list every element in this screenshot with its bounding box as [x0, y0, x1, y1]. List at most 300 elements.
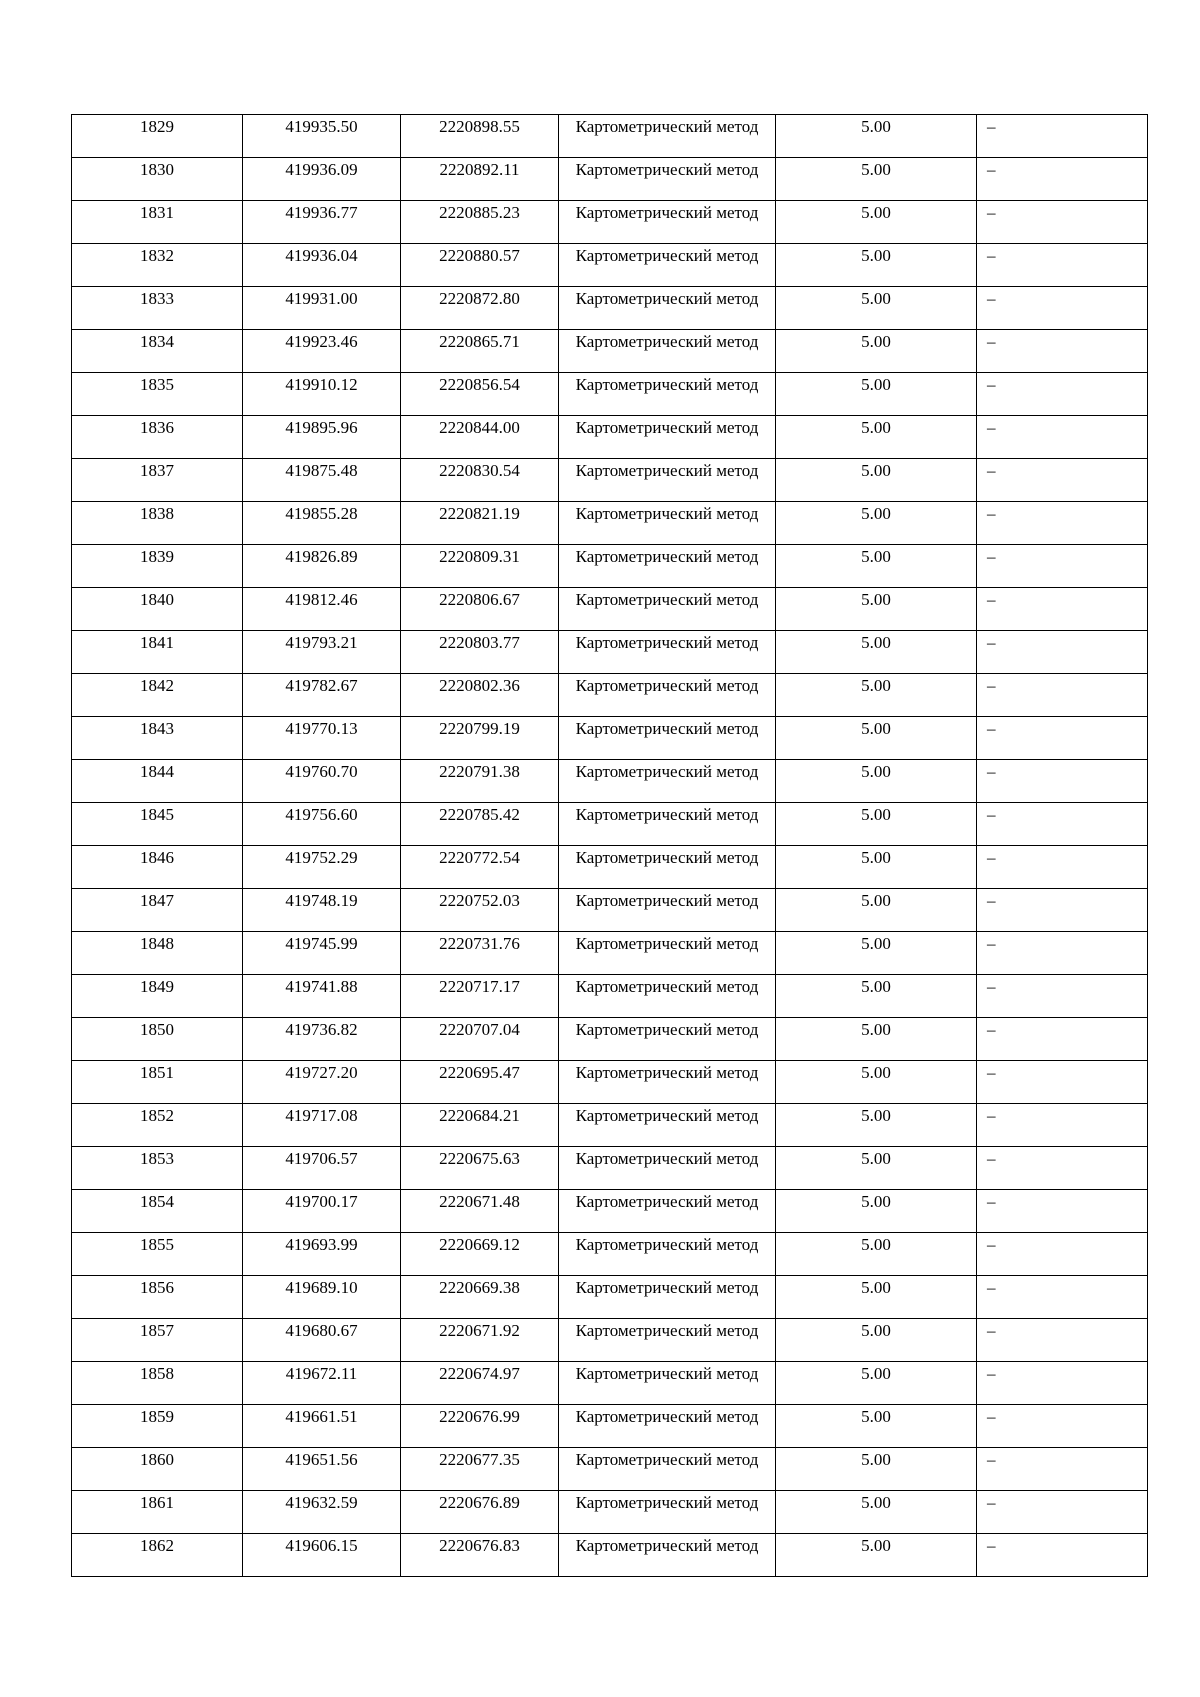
point-number-text: 1848 [140, 934, 174, 953]
point-number-text: 1838 [140, 504, 174, 523]
x-coordinate-text: 419752.29 [285, 848, 358, 867]
point-number-cell [72, 459, 243, 502]
accuracy-text: 5.00 [861, 418, 891, 437]
y-coordinate-text: 2220865.71 [439, 332, 520, 351]
accuracy-cell [776, 1018, 977, 1061]
method-text: Картометрический метод [575, 891, 759, 910]
table-row [72, 1147, 1148, 1190]
point-number-text: 1841 [140, 633, 174, 652]
point-number-cell [72, 1405, 243, 1448]
y-coordinate-text: 2220830.54 [439, 461, 520, 480]
method-cell [559, 1534, 776, 1577]
point-number-cell [72, 760, 243, 803]
y-coordinate-text: 2220675.63 [439, 1149, 520, 1168]
table-row [72, 502, 1148, 545]
point-number-cell [72, 1362, 243, 1405]
x-coordinate-cell [243, 1104, 401, 1147]
x-coordinate-text: 419680.67 [285, 1321, 358, 1340]
method-cell [559, 1319, 776, 1362]
method-cell [559, 158, 776, 201]
y-coordinate-text: 2220844.00 [439, 418, 520, 437]
note-cell [977, 244, 1148, 287]
point-number-cell [72, 846, 243, 889]
y-coordinate-text: 2220669.12 [439, 1235, 520, 1254]
accuracy-cell [776, 717, 977, 760]
x-coordinate-text: 419770.13 [285, 719, 358, 738]
point-number-cell [72, 158, 243, 201]
x-coordinate-text: 419706.57 [285, 1149, 358, 1168]
note-text: – [987, 676, 996, 695]
point-number-text: 1831 [140, 203, 174, 222]
y-coordinate-text: 2220856.54 [439, 375, 520, 394]
note-cell [977, 459, 1148, 502]
method-text: Картометрический метод [575, 332, 759, 351]
y-coordinate-text: 2220669.38 [439, 1278, 520, 1297]
method-cell [559, 932, 776, 975]
y-coordinate-cell [401, 1362, 559, 1405]
note-text: – [987, 1235, 996, 1254]
accuracy-cell [776, 1362, 977, 1405]
y-coordinate-text: 2220676.89 [439, 1493, 520, 1512]
method-cell [559, 115, 776, 158]
table-row [72, 244, 1148, 287]
accuracy-text: 5.00 [861, 1493, 891, 1512]
accuracy-text: 5.00 [861, 160, 891, 179]
note-cell [977, 1448, 1148, 1491]
accuracy-cell [776, 1276, 977, 1319]
point-number-text: 1858 [140, 1364, 174, 1383]
method-text: Картометрический метод [575, 246, 759, 265]
method-cell [559, 1448, 776, 1491]
accuracy-text: 5.00 [861, 891, 891, 910]
y-coordinate-text: 2220880.57 [439, 246, 520, 265]
method-cell [559, 1405, 776, 1448]
accuracy-text: 5.00 [861, 1407, 891, 1426]
y-coordinate-cell [401, 416, 559, 459]
note-cell [977, 760, 1148, 803]
x-coordinate-cell [243, 1448, 401, 1491]
point-number-cell [72, 588, 243, 631]
method-text: Картометрический метод [575, 1536, 759, 1555]
x-coordinate-cell [243, 803, 401, 846]
y-coordinate-cell [401, 717, 559, 760]
accuracy-cell [776, 1448, 977, 1491]
method-cell [559, 201, 776, 244]
table-row [72, 1362, 1148, 1405]
point-number-cell [72, 1448, 243, 1491]
method-cell [559, 846, 776, 889]
x-coordinate-cell [243, 631, 401, 674]
x-coordinate-cell [243, 287, 401, 330]
point-number-text: 1851 [140, 1063, 174, 1082]
point-number-cell [72, 1104, 243, 1147]
table-row [72, 1276, 1148, 1319]
x-coordinate-text: 419745.99 [285, 934, 358, 953]
accuracy-cell [776, 1491, 977, 1534]
note-text: – [987, 418, 996, 437]
y-coordinate-text: 2220695.47 [439, 1063, 520, 1082]
x-coordinate-text: 419760.70 [285, 762, 358, 781]
x-coordinate-cell [243, 373, 401, 416]
x-coordinate-text: 419700.17 [285, 1192, 358, 1211]
note-text: – [987, 375, 996, 394]
note-text: – [987, 160, 996, 179]
note-cell [977, 330, 1148, 373]
point-number-text: 1836 [140, 418, 174, 437]
note-cell [977, 1276, 1148, 1319]
accuracy-text: 5.00 [861, 1364, 891, 1383]
method-cell [559, 416, 776, 459]
point-number-cell [72, 889, 243, 932]
x-coordinate-cell [243, 545, 401, 588]
note-text: – [987, 1020, 996, 1039]
note-text: – [987, 1106, 996, 1125]
x-coordinate-cell [243, 330, 401, 373]
y-coordinate-text: 2220791.38 [439, 762, 520, 781]
method-text: Картометрический метод [575, 805, 759, 824]
note-cell [977, 975, 1148, 1018]
accuracy-cell [776, 373, 977, 416]
table-row [72, 1104, 1148, 1147]
point-number-text: 1844 [140, 762, 174, 781]
point-number-text: 1859 [140, 1407, 174, 1426]
table-row [72, 115, 1148, 158]
x-coordinate-cell [243, 1018, 401, 1061]
accuracy-text: 5.00 [861, 289, 891, 308]
method-text: Картометрический метод [575, 1020, 759, 1039]
y-coordinate-text: 2220809.31 [439, 547, 520, 566]
x-coordinate-cell [243, 1491, 401, 1534]
point-number-cell [72, 1061, 243, 1104]
method-text: Картометрический метод [575, 633, 759, 652]
note-text: – [987, 891, 996, 910]
method-cell [559, 373, 776, 416]
method-cell [559, 1147, 776, 1190]
x-coordinate-text: 419717.08 [285, 1106, 358, 1125]
y-coordinate-cell [401, 373, 559, 416]
method-text: Картометрический метод [575, 1106, 759, 1125]
method-text: Картометрический метод [575, 676, 759, 695]
note-text: – [987, 590, 996, 609]
point-number-cell [72, 1190, 243, 1233]
point-number-text: 1839 [140, 547, 174, 566]
method-cell [559, 459, 776, 502]
point-number-text: 1852 [140, 1106, 174, 1125]
method-cell [559, 717, 776, 760]
x-coordinate-text: 419936.77 [285, 203, 358, 222]
note-cell [977, 1061, 1148, 1104]
point-number-text: 1850 [140, 1020, 174, 1039]
method-text: Картометрический метод [575, 848, 759, 867]
y-coordinate-cell [401, 932, 559, 975]
table-row [72, 1448, 1148, 1491]
x-coordinate-text: 419661.51 [285, 1407, 358, 1426]
x-coordinate-text: 419855.28 [285, 504, 358, 523]
method-text: Картометрический метод [575, 1063, 759, 1082]
note-cell [977, 846, 1148, 889]
accuracy-cell [776, 760, 977, 803]
method-cell [559, 588, 776, 631]
method-text: Картометрический метод [575, 289, 759, 308]
accuracy-cell [776, 846, 977, 889]
table-body [72, 115, 1148, 1577]
accuracy-text: 5.00 [861, 1278, 891, 1297]
note-cell [977, 373, 1148, 416]
y-coordinate-cell [401, 244, 559, 287]
note-text: – [987, 762, 996, 781]
x-coordinate-cell [243, 674, 401, 717]
method-cell [559, 1061, 776, 1104]
x-coordinate-cell [243, 459, 401, 502]
accuracy-cell [776, 1233, 977, 1276]
table-row [72, 545, 1148, 588]
accuracy-text: 5.00 [861, 246, 891, 265]
note-text: – [987, 1364, 996, 1383]
y-coordinate-text: 2220898.55 [439, 117, 520, 136]
method-text: Картометрический метод [575, 504, 759, 523]
accuracy-text: 5.00 [861, 1192, 891, 1211]
x-coordinate-text: 419651.56 [285, 1450, 358, 1469]
x-coordinate-cell [243, 717, 401, 760]
method-text: Картометрический метод [575, 1407, 759, 1426]
y-coordinate-cell [401, 1190, 559, 1233]
method-text: Картометрический метод [575, 1278, 759, 1297]
table-row [72, 1405, 1148, 1448]
point-number-cell [72, 932, 243, 975]
accuracy-text: 5.00 [861, 719, 891, 738]
note-text: – [987, 504, 996, 523]
x-coordinate-cell [243, 588, 401, 631]
note-text: – [987, 246, 996, 265]
point-number-cell [72, 244, 243, 287]
point-number-cell [72, 1491, 243, 1534]
x-coordinate-text: 419689.10 [285, 1278, 358, 1297]
note-cell [977, 1362, 1148, 1405]
y-coordinate-cell [401, 588, 559, 631]
method-text: Картометрический метод [575, 1192, 759, 1211]
point-number-text: 1837 [140, 461, 174, 480]
x-coordinate-cell [243, 1534, 401, 1577]
accuracy-text: 5.00 [861, 676, 891, 695]
point-number-text: 1854 [140, 1192, 174, 1211]
note-cell [977, 1104, 1148, 1147]
accuracy-cell [776, 588, 977, 631]
method-text: Картометрический метод [575, 1321, 759, 1340]
note-cell [977, 1190, 1148, 1233]
accuracy-cell [776, 631, 977, 674]
note-cell [977, 287, 1148, 330]
method-text: Картометрический метод [575, 934, 759, 953]
note-text: – [987, 1536, 996, 1555]
note-cell [977, 115, 1148, 158]
accuracy-cell [776, 1319, 977, 1362]
accuracy-cell [776, 545, 977, 588]
point-number-cell [72, 373, 243, 416]
accuracy-cell [776, 1104, 977, 1147]
x-coordinate-text: 419748.19 [285, 891, 358, 910]
table-row [72, 1319, 1148, 1362]
y-coordinate-cell [401, 803, 559, 846]
accuracy-text: 5.00 [861, 547, 891, 566]
y-coordinate-cell [401, 760, 559, 803]
method-cell [559, 889, 776, 932]
point-number-text: 1830 [140, 160, 174, 179]
point-number-text: 1849 [140, 977, 174, 996]
method-cell [559, 975, 776, 1018]
y-coordinate-cell [401, 631, 559, 674]
note-cell [977, 674, 1148, 717]
table-row [72, 201, 1148, 244]
accuracy-text: 5.00 [861, 332, 891, 351]
y-coordinate-text: 2220806.67 [439, 590, 520, 609]
table-row [72, 416, 1148, 459]
note-cell [977, 717, 1148, 760]
note-cell [977, 201, 1148, 244]
method-cell [559, 545, 776, 588]
note-text: – [987, 289, 996, 308]
y-coordinate-cell [401, 1319, 559, 1362]
note-text: – [987, 1063, 996, 1082]
point-number-text: 1840 [140, 590, 174, 609]
y-coordinate-cell [401, 115, 559, 158]
table-row [72, 1018, 1148, 1061]
note-text: – [987, 1321, 996, 1340]
method-cell [559, 1233, 776, 1276]
method-cell [559, 1276, 776, 1319]
point-number-text: 1833 [140, 289, 174, 308]
table-row [72, 158, 1148, 201]
point-number-cell [72, 287, 243, 330]
accuracy-text: 5.00 [861, 203, 891, 222]
note-cell [977, 545, 1148, 588]
x-coordinate-cell [243, 1190, 401, 1233]
y-coordinate-cell [401, 1276, 559, 1319]
point-number-cell [72, 631, 243, 674]
y-coordinate-cell [401, 1405, 559, 1448]
method-text: Картометрический метод [575, 461, 759, 480]
y-coordinate-cell [401, 201, 559, 244]
y-coordinate-text: 2220684.21 [439, 1106, 520, 1125]
note-text: – [987, 461, 996, 480]
accuracy-cell [776, 932, 977, 975]
note-cell [977, 803, 1148, 846]
y-coordinate-cell [401, 1147, 559, 1190]
y-coordinate-cell [401, 1104, 559, 1147]
accuracy-text: 5.00 [861, 1235, 891, 1254]
accuracy-cell [776, 674, 977, 717]
y-coordinate-text: 2220802.36 [439, 676, 520, 695]
table-row [72, 1190, 1148, 1233]
accuracy-text: 5.00 [861, 1020, 891, 1039]
point-number-text: 1853 [140, 1149, 174, 1168]
note-cell [977, 932, 1148, 975]
y-coordinate-text: 2220717.17 [439, 977, 520, 996]
x-coordinate-cell [243, 846, 401, 889]
note-text: – [987, 977, 996, 996]
y-coordinate-cell [401, 975, 559, 1018]
y-coordinate-text: 2220671.92 [439, 1321, 520, 1340]
point-number-text: 1829 [140, 117, 174, 136]
x-coordinate-cell [243, 1147, 401, 1190]
table-row [72, 1491, 1148, 1534]
point-number-text: 1847 [140, 891, 174, 910]
note-cell [977, 416, 1148, 459]
accuracy-text: 5.00 [861, 805, 891, 824]
accuracy-text: 5.00 [861, 1321, 891, 1340]
method-cell [559, 330, 776, 373]
table-row [72, 330, 1148, 373]
accuracy-cell [776, 1534, 977, 1577]
table-row [72, 760, 1148, 803]
y-coordinate-text: 2220676.99 [439, 1407, 520, 1426]
point-number-cell [72, 674, 243, 717]
method-cell [559, 244, 776, 287]
accuracy-text: 5.00 [861, 848, 891, 867]
accuracy-cell [776, 330, 977, 373]
accuracy-text: 5.00 [861, 934, 891, 953]
x-coordinate-text: 419935.50 [285, 117, 358, 136]
y-coordinate-cell [401, 889, 559, 932]
note-cell [977, 1233, 1148, 1276]
x-coordinate-text: 419936.09 [285, 160, 358, 179]
y-coordinate-cell [401, 1448, 559, 1491]
table-row [72, 459, 1148, 502]
note-cell [977, 1405, 1148, 1448]
method-cell [559, 502, 776, 545]
x-coordinate-cell [243, 760, 401, 803]
y-coordinate-cell [401, 1018, 559, 1061]
accuracy-cell [776, 889, 977, 932]
y-coordinate-cell [401, 502, 559, 545]
point-number-cell [72, 502, 243, 545]
y-coordinate-text: 2220803.77 [439, 633, 520, 652]
method-text: Картометрический метод [575, 375, 759, 394]
method-text: Картометрический метод [575, 117, 759, 136]
accuracy-text: 5.00 [861, 504, 891, 523]
accuracy-cell [776, 975, 977, 1018]
table-row [72, 846, 1148, 889]
accuracy-text: 5.00 [861, 1450, 891, 1469]
x-coordinate-cell [243, 975, 401, 1018]
method-text: Картометрический метод [575, 203, 759, 222]
accuracy-text: 5.00 [861, 1536, 891, 1555]
note-cell [977, 1319, 1148, 1362]
y-coordinate-text: 2220785.42 [439, 805, 520, 824]
x-coordinate-text: 419910.12 [285, 375, 358, 394]
table-row [72, 588, 1148, 631]
y-coordinate-text: 2220707.04 [439, 1020, 520, 1039]
accuracy-cell [776, 1405, 977, 1448]
point-number-text: 1857 [140, 1321, 174, 1340]
y-coordinate-cell [401, 1491, 559, 1534]
point-number-text: 1842 [140, 676, 174, 695]
x-coordinate-cell [243, 115, 401, 158]
point-number-cell [72, 717, 243, 760]
y-coordinate-text: 2220731.76 [439, 934, 520, 953]
method-text: Картометрический метод [575, 1235, 759, 1254]
x-coordinate-text: 419826.89 [285, 547, 358, 566]
table-row [72, 803, 1148, 846]
accuracy-cell [776, 244, 977, 287]
method-text: Картометрический метод [575, 1149, 759, 1168]
point-number-cell [72, 803, 243, 846]
note-text: – [987, 1450, 996, 1469]
point-number-cell [72, 1233, 243, 1276]
point-number-text: 1834 [140, 332, 174, 351]
y-coordinate-text: 2220821.19 [439, 504, 520, 523]
note-cell [977, 1147, 1148, 1190]
method-text: Картометрический метод [575, 977, 759, 996]
